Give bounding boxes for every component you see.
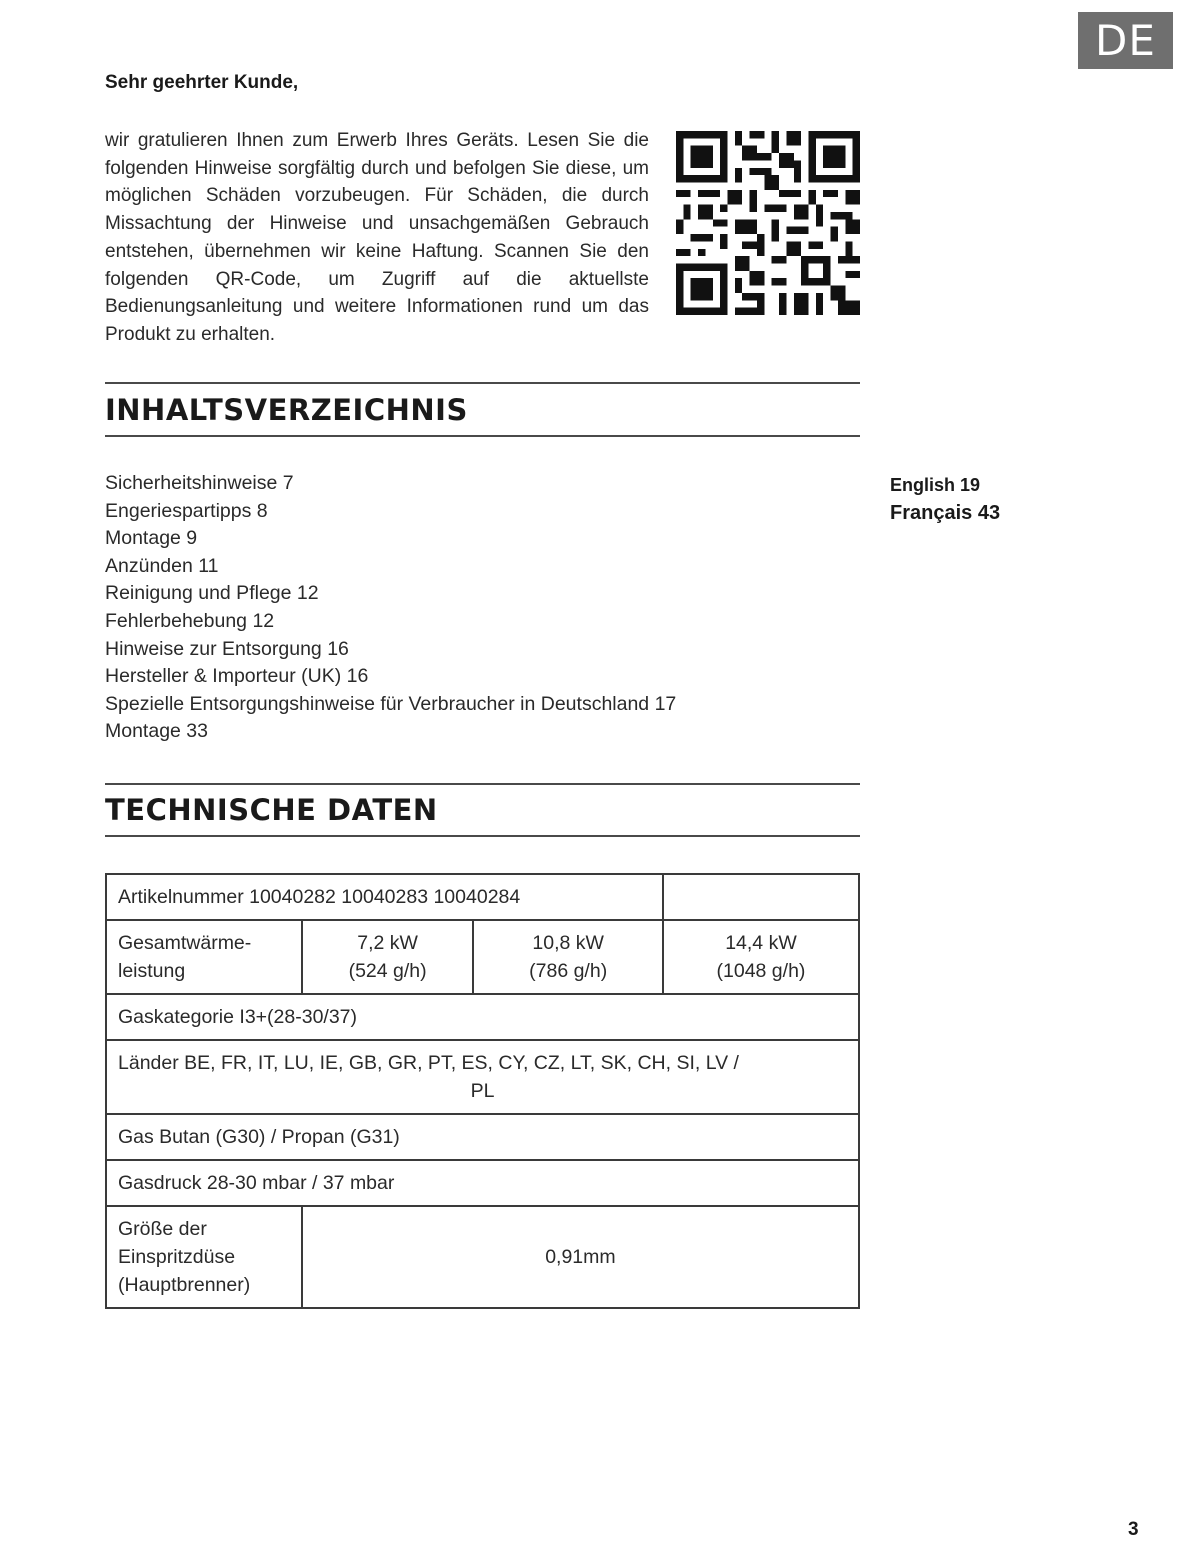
- specs-bottom-rule: [105, 835, 860, 837]
- language-badge: DE: [1078, 12, 1173, 69]
- heat-output-value: 14,4 kW (1048 g/h): [663, 920, 859, 994]
- toc-item[interactable]: Sicherheitshinweise 7: [105, 472, 294, 494]
- countries-text-cont: PL: [470, 1080, 495, 1102]
- table-row: [106, 1160, 859, 1206]
- heat-output-value: 10,8 kW (786 g/h): [473, 920, 663, 994]
- specs-top-rule: [105, 783, 860, 785]
- countries-cell: [106, 1040, 859, 1114]
- nozzle-size-value: 0,91mm: [302, 1206, 859, 1308]
- toc-item[interactable]: Hinweise zur Entsorgung 16: [105, 637, 349, 660]
- table-row: [106, 1040, 859, 1114]
- table-row: [106, 994, 859, 1040]
- table-row: [106, 1206, 859, 1308]
- table-row: [106, 920, 859, 994]
- toc-item[interactable]: Engeriespartipps 8: [105, 499, 268, 522]
- toc-item[interactable]: Montage 33: [105, 720, 208, 743]
- gas-pressure-cell: Gasdruck 28-30 mbar / 37 mbar: [106, 1160, 859, 1206]
- technical-data-table: [105, 873, 860, 1309]
- empty-cell: [663, 874, 859, 920]
- toc-item[interactable]: Fehlerbehebung 12: [105, 609, 275, 632]
- toc-item[interactable]: Hersteller & Importeur (UK) 16: [105, 665, 369, 688]
- language-link-francais[interactable]: Français 43: [890, 501, 1001, 524]
- page-number: 3: [1128, 1519, 1139, 1540]
- salutation: Sehr geehrter Kunde,: [105, 72, 299, 93]
- toc-item[interactable]: Reinigung und Pflege 12: [105, 582, 319, 605]
- toc-top-rule: [105, 382, 860, 384]
- table-of-contents: [105, 470, 676, 746]
- heat-output-label: Gesamtwärme- leistung: [106, 920, 302, 994]
- countries-text: Länder BE, FR, IT, LU, IE, GB, GR, PT, ES, CY, CZ, LT, SK, CH, SI, LV /: [118, 1052, 739, 1074]
- toc-item[interactable]: Spezielle Entsorgungshinweise für Verbraucher in Deutschland 17: [105, 692, 677, 715]
- specs-title: TECHNISCHE DATEN: [105, 793, 438, 827]
- other-languages: [890, 472, 1000, 527]
- toc-bottom-rule: [105, 435, 860, 437]
- intro-paragraph: wir gratulieren Ihnen zum Erwerb Ihres Geräts. Lesen Sie die folgenden Hinweise sorgfältig durch und befolgen Sie diese, um möglichen Schäden vorzubeugen. Für Schäden, die durch Missachtung der Hinweise und unsachgemäßen Gebrauch entstehen, übernehmen wir keine Haftung. Scannen Sie den folgenden QR-Code, um Zugriff auf die aktuellste Bedienungsanleitung und weitere Informationen rund um das Produkt zu erhalten.: [105, 130, 649, 345]
- gas-category-cell: Gaskategorie I3+(28-30/37): [106, 994, 859, 1040]
- table-row: [106, 1114, 859, 1160]
- table-row: [106, 874, 859, 920]
- heat-output-value: 7,2 kW (524 g/h): [302, 920, 474, 994]
- toc-item[interactable]: Anzünden 11: [105, 554, 219, 577]
- gas-type-cell: Gas Butan (G30) / Propan (G31): [106, 1114, 859, 1160]
- language-link-english[interactable]: English 19: [890, 475, 981, 495]
- article-number-cell: Artikelnummer 10040282 10040283 10040284: [106, 874, 663, 920]
- toc-title: INHALTSVERZEICHNIS: [105, 393, 468, 427]
- qr-code-icon[interactable]: [676, 131, 860, 315]
- toc-item[interactable]: Montage 9: [105, 527, 198, 550]
- nozzle-size-label: Größe der Einspritzdüse (Hauptbrenner): [106, 1206, 302, 1308]
